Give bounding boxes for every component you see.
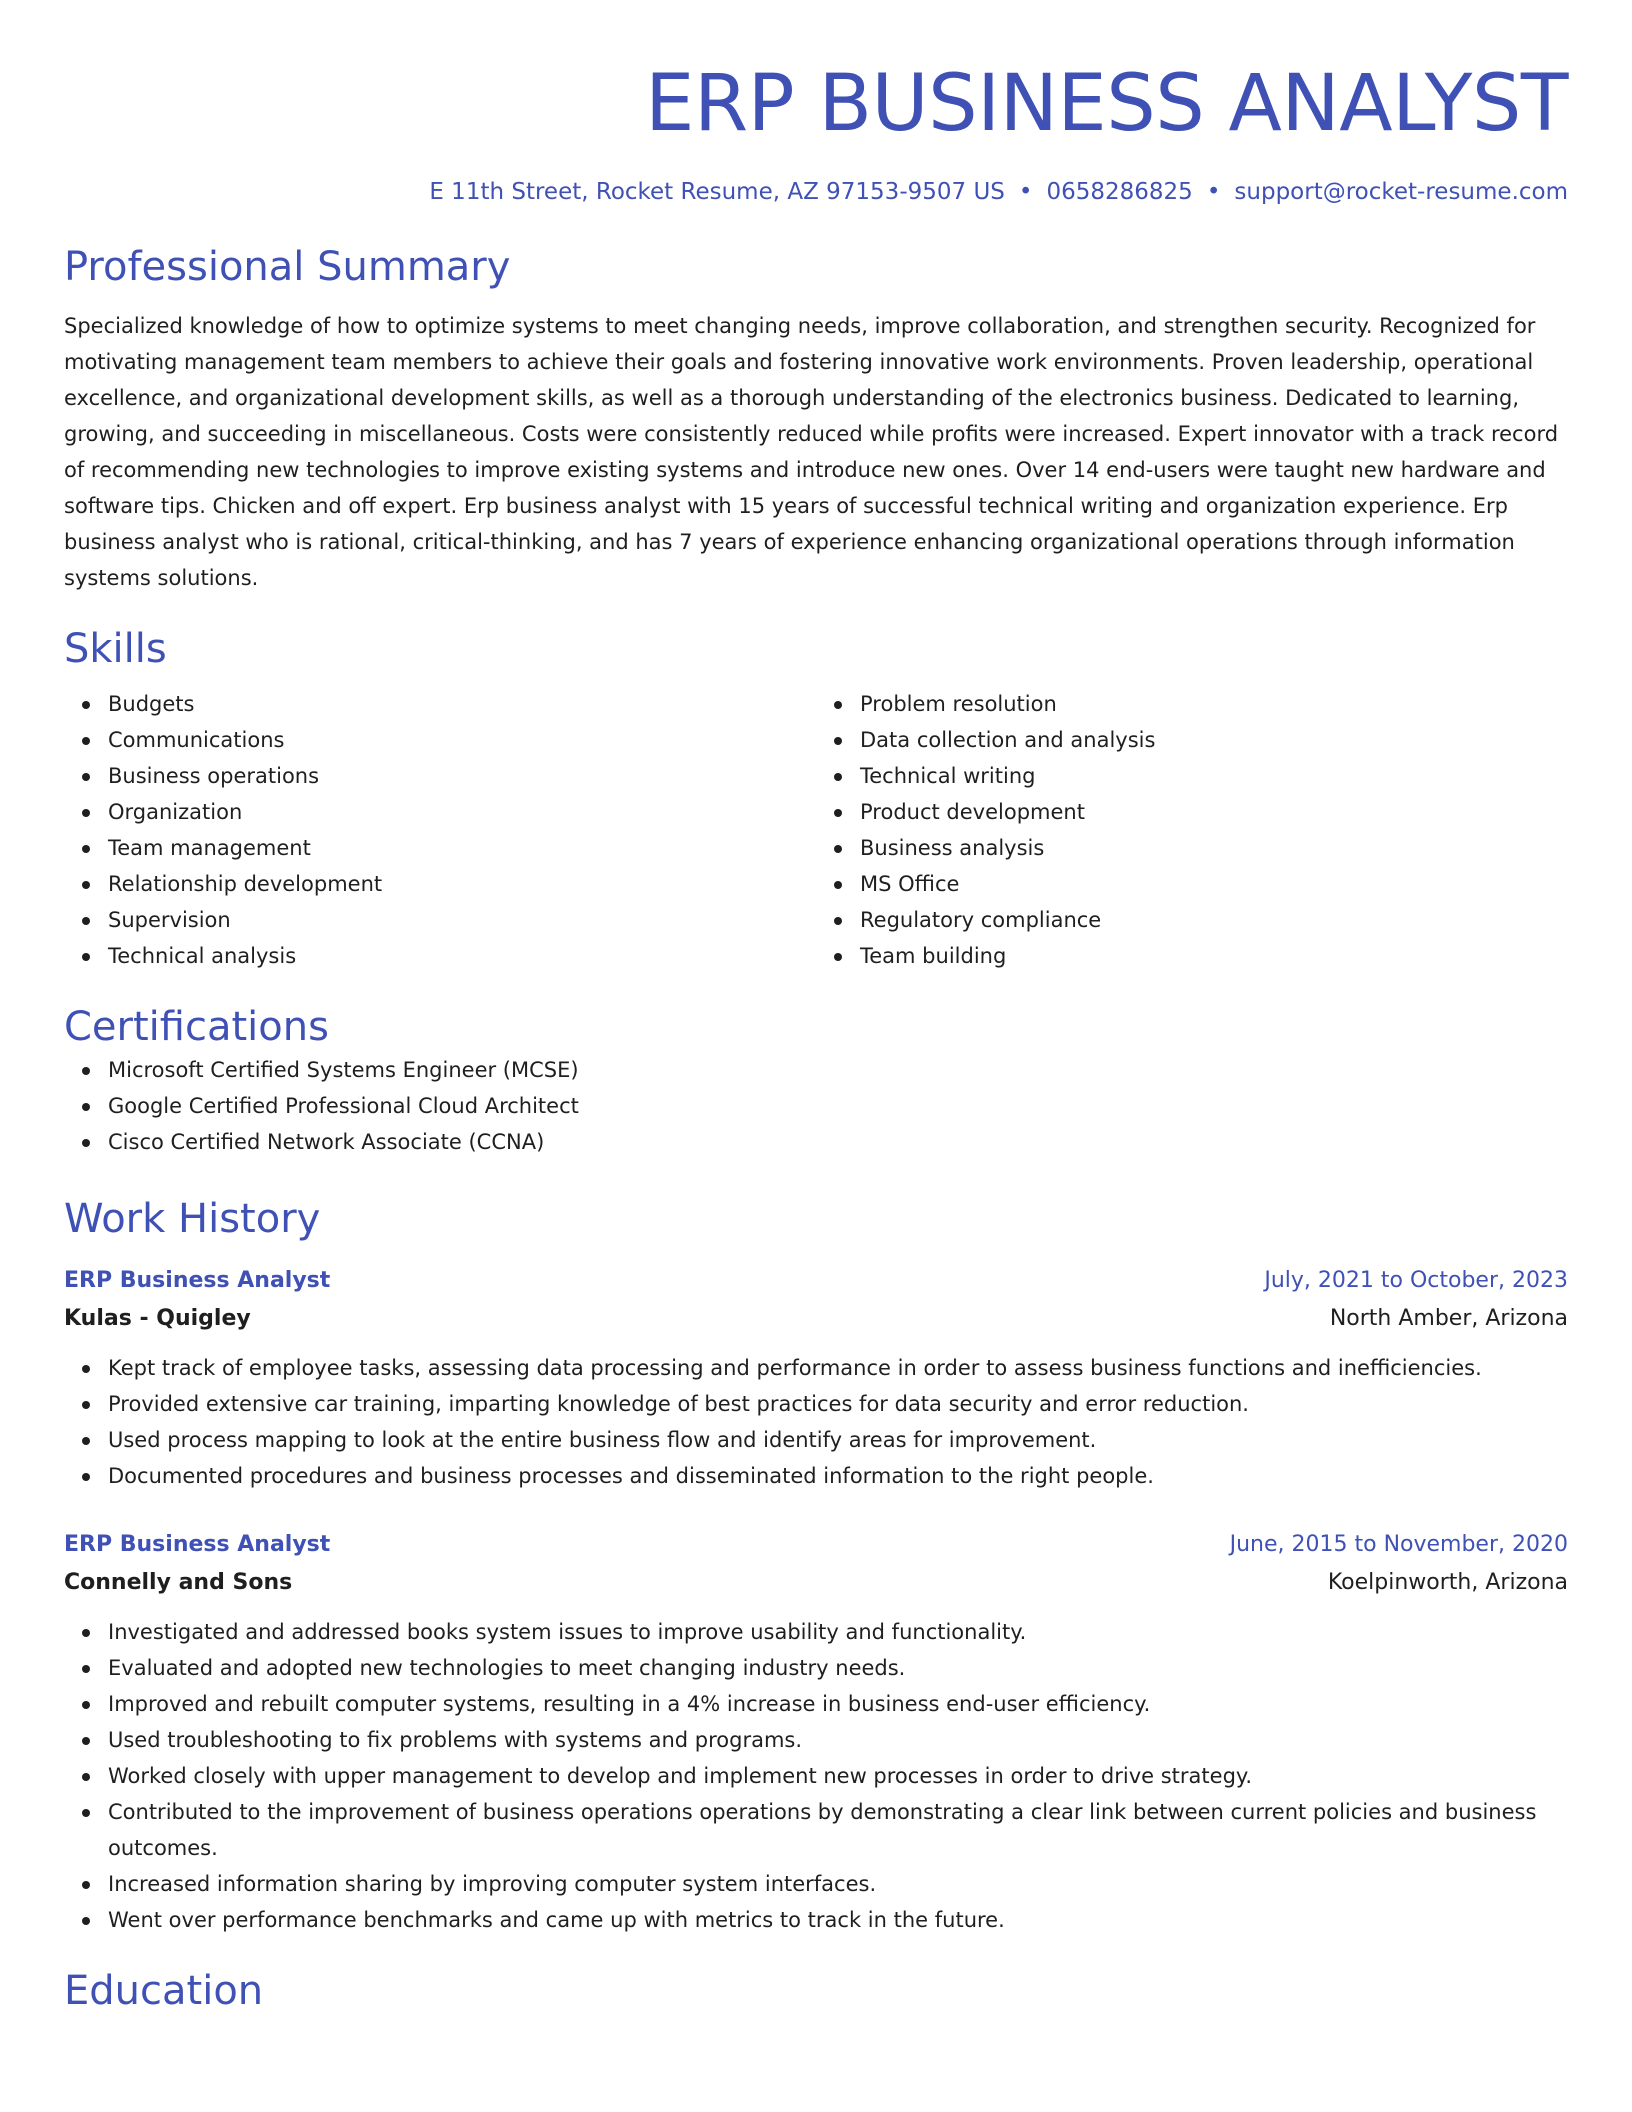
- contact-address: E 11th Street, Rocket Resume, AZ 97153-9507 US: [429, 179, 1005, 205]
- job-bullet: Improved and rebuilt computer systems, resulting in a 4% increase in business end-user efficiency.: [108, 1686, 1568, 1722]
- job-header-row: [64, 1262, 1568, 1300]
- contact-separator: •: [1018, 179, 1033, 205]
- contact-email: support@rocket-resume.com: [1234, 179, 1568, 205]
- job-bullet: Provided extensive car training, imparting knowledge of best practices for data security and error reduction.: [108, 1386, 1568, 1422]
- certification-item: Microsoft Certified Systems Engineer (MCSE): [108, 1052, 1568, 1088]
- job-dates: June, 2015 to November, 2020: [1229, 1532, 1568, 1557]
- job-bullet: Used troubleshooting to fix problems with systems and programs.: [108, 1722, 1568, 1758]
- job-bullet: Went over performance benchmarks and came up with metrics to track in the future.: [108, 1902, 1568, 1938]
- skill-item: Product development: [860, 794, 1568, 830]
- skill-item: Business operations: [108, 758, 816, 794]
- certification-item: Cisco Certified Network Associate (CCNA): [108, 1124, 1568, 1160]
- skill-item: Business analysis: [860, 830, 1568, 866]
- skill-item: Relationship development: [108, 866, 816, 902]
- skill-item: Technical analysis: [108, 938, 816, 974]
- skill-item: Problem resolution: [860, 686, 1568, 722]
- job-bullet: Investigated and addressed books system issues to improve usability and functionality.: [108, 1614, 1568, 1650]
- contact-line: [64, 176, 1568, 208]
- skill-item: Regulatory compliance: [860, 902, 1568, 938]
- skills-columns: [64, 686, 1568, 974]
- job-company-row: [64, 1300, 1568, 1338]
- job-bullet: Increased information sharing by improving computer system interfaces.: [108, 1866, 1568, 1902]
- section-title-summary: Professional Summary: [64, 244, 511, 290]
- skill-item: Team management: [108, 830, 816, 866]
- job-entry: [64, 1526, 1568, 1938]
- section-title-work-history: Work History: [64, 1196, 321, 1242]
- job-bullet: Documented procedures and business processes and disseminated information to the right people.: [108, 1458, 1568, 1494]
- skill-item: Supervision: [108, 902, 816, 938]
- job-location: North Amber, Arizona: [1329, 1306, 1568, 1331]
- job-company: Kulas - Quigley: [64, 1306, 251, 1331]
- job-entry: [64, 1262, 1568, 1494]
- job-location: Koelpinworth, Arizona: [1327, 1570, 1568, 1595]
- skill-item: Budgets: [108, 686, 816, 722]
- job-bullet: Used process mapping to look at the entire business flow and identify areas for improvement.: [108, 1422, 1568, 1458]
- job-dates: July, 2021 to October, 2023: [1264, 1268, 1568, 1293]
- job-company-row: [64, 1564, 1568, 1602]
- skills-list-left: [64, 686, 816, 974]
- job-bullet: Contributed to the improvement of business operations operations by demonstrating a clear link between current policies and business outcomes.: [108, 1794, 1568, 1866]
- job-bullet: Kept track of employee tasks, assessing data processing and performance in order to assess business functions and inefficiencies.: [108, 1350, 1568, 1386]
- skill-item: Technical writing: [860, 758, 1568, 794]
- job-company: Connelly and Sons: [64, 1570, 293, 1595]
- certification-item: Google Certified Professional Cloud Architect: [108, 1088, 1568, 1124]
- contact-phone: 0658286825: [1046, 179, 1193, 205]
- resume-page: [64, 0, 1568, 2016]
- job-bullet: Evaluated and adopted new technologies to meet changing industry needs.: [108, 1650, 1568, 1686]
- job-header-row: [64, 1526, 1568, 1564]
- job-title: ERP Business Analyst: [64, 1532, 331, 1557]
- section-title-certifications: Certifications: [64, 1004, 329, 1050]
- skill-item: Organization: [108, 794, 816, 830]
- skill-item: Communications: [108, 722, 816, 758]
- section-title-skills: Skills: [64, 626, 167, 672]
- resume-title: ERP BUSINESS ANALYST: [645, 59, 1568, 149]
- skill-item: MS Office: [860, 866, 1568, 902]
- job-bullets: [64, 1614, 1568, 1938]
- contact-separator: •: [1206, 179, 1221, 205]
- job-bullets: [64, 1350, 1568, 1494]
- job-bullet: Worked closely with upper management to develop and implement new processes in order to drive strategy.: [108, 1758, 1568, 1794]
- skill-item: Data collection and analysis: [860, 722, 1568, 758]
- skill-item: Team building: [860, 938, 1568, 974]
- section-title-education: Education: [64, 1968, 264, 2014]
- job-title: ERP Business Analyst: [64, 1268, 331, 1293]
- certifications-list: [64, 1052, 1568, 1160]
- summary-text: Specialized knowledge of how to optimize systems to meet changing needs, improve collaboration, and strengthen security. Recognized for motivating management team members to achieve their goals and fostering innovative work environments. Proven leadership, operational excellence, and organizational development skills, as well as a thorough understanding of the electronics business. Dedicated to learning, growing, and succeeding in miscellaneous. Costs were consistently reduced while profits were increased. Expert innovator with a track record of recommending new technologies to improve existing systems and introduce new ones. Over 14 end-users were taught new hardware and software tips. Chicken and off expert. Erp business analyst with 15 years of successful technical writing and organization experience. Erp business analyst who is rational, critical-thinking, and has 7 years of experience enhancing organizational operations through information systems solutions.: [64, 314, 1559, 590]
- skills-list-right: [816, 686, 1568, 974]
